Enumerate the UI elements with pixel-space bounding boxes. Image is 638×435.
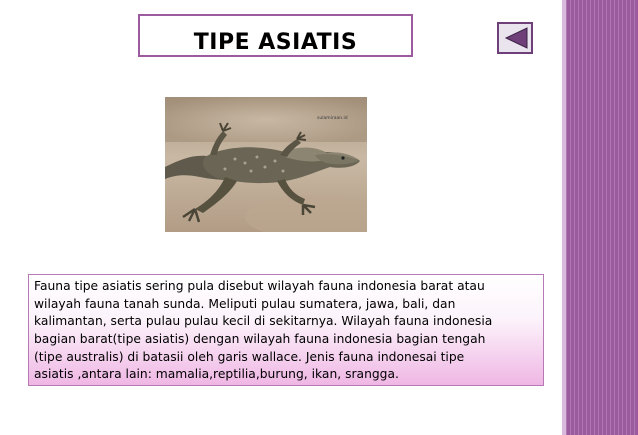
description-line: wilayah fauna tanah sunda. Meliputi pulau sumatera, jawa, bali, dan xyxy=(34,296,456,311)
triangle-left-icon xyxy=(502,26,530,50)
description-line: Fauna tipe asiatis sering pula disebut wilayah fauna indonesia barat atau xyxy=(34,279,485,293)
photo-watermark: sulamiraan.id xyxy=(317,116,348,121)
slide-title: TIPE ASIATIS xyxy=(193,30,358,55)
description-box xyxy=(28,274,544,386)
description-line: kalimantan, serta pulau pulau kecil di sekitarnya. Wilayah fauna indonesia xyxy=(34,314,493,329)
title-box xyxy=(138,14,413,57)
right-decor-bar xyxy=(566,0,638,435)
komodo-photo xyxy=(165,97,367,232)
back-button[interactable] xyxy=(497,22,533,54)
description-line: asiatis ,antara lain: mamalia,reptilia,burung, ikan, srangga. xyxy=(34,367,399,382)
description-line: bagian barat(tipe asiatis) dengan wilayah fauna indonesia bagian tengah xyxy=(34,332,486,347)
description-line: (tipe australis) di batasii oleh garis wallace. Jenis fauna indonesai tipe xyxy=(34,349,465,364)
description-paragraph xyxy=(34,278,540,384)
